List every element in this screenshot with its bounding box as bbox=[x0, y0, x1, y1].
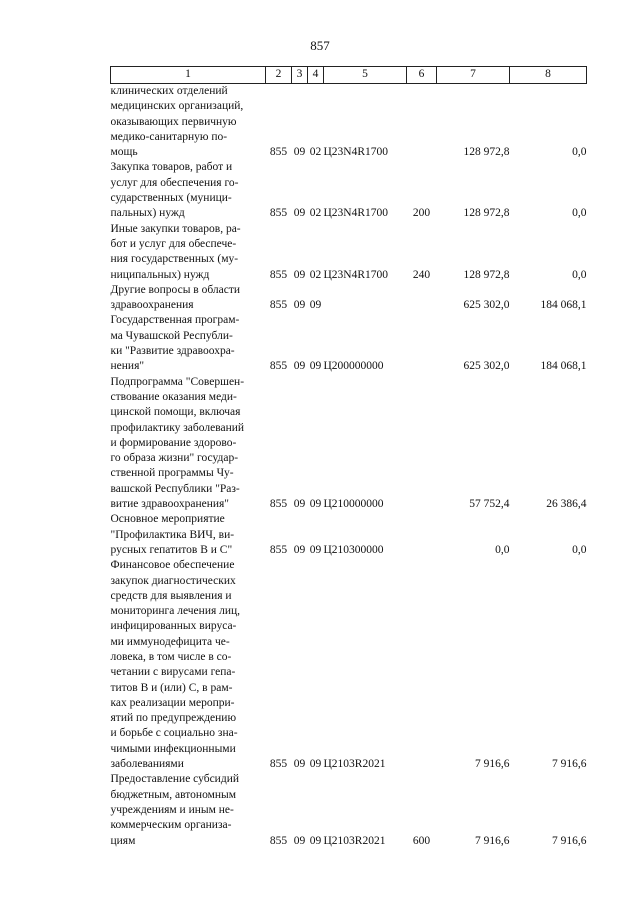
cell-amount-col8: 0,0 bbox=[572, 146, 587, 159]
cell-amount-col8: 0,0 bbox=[572, 207, 587, 220]
cell-amount-col8: 184 068,1 bbox=[540, 360, 587, 373]
row-name-line: цинской помощи, включая bbox=[110, 406, 241, 419]
table-body bbox=[111, 84, 587, 849]
row-name-line: мониторинга лечения лиц, bbox=[110, 605, 241, 618]
cell-amount-col8: 184 068,1 bbox=[540, 299, 587, 312]
row-name-line: услуг для обеспечения го- bbox=[110, 176, 239, 189]
row-name-line: циям bbox=[110, 834, 136, 847]
row-name-line: средств для выявления и bbox=[110, 589, 232, 602]
row-name-line: закупок диагностических bbox=[110, 574, 236, 587]
table-row bbox=[111, 375, 587, 513]
row-name-line: инфицированных вируса- bbox=[110, 620, 237, 633]
table-row bbox=[111, 772, 587, 848]
row-name-line: ствование оказания меди- bbox=[110, 390, 237, 403]
cell-amount-col7: 57 752,4 bbox=[469, 498, 510, 511]
row-name bbox=[111, 512, 266, 558]
cell-ministry-code: 855 bbox=[269, 207, 288, 220]
row-name-line: медико-санитарную по- bbox=[110, 130, 228, 143]
table-row bbox=[111, 313, 587, 374]
row-name-line: Предоставление субсидий bbox=[110, 773, 239, 786]
column-header: 1 bbox=[111, 67, 266, 84]
table-row bbox=[111, 84, 587, 161]
cell-expense-type bbox=[407, 375, 437, 513]
cell-expense-type bbox=[407, 283, 437, 314]
row-name-line: титов В и (или) С, в рам- bbox=[110, 681, 233, 694]
row-name-line: Финансовое обеспечение bbox=[110, 559, 235, 572]
row-name-line: и борьбе с социально зна- bbox=[110, 727, 238, 740]
column-header: 8 bbox=[510, 67, 587, 84]
cell-subsection-code: 09 bbox=[309, 360, 322, 373]
cell-target-article: Ц210300000 bbox=[323, 543, 384, 556]
cell-target-article: Ц23N4R1700 bbox=[323, 146, 389, 159]
row-name bbox=[111, 772, 266, 848]
cell-section-code: 09 bbox=[293, 498, 306, 511]
budget-table bbox=[110, 66, 587, 849]
cell-subsection-code: 09 bbox=[309, 299, 322, 312]
cell-subsection-code: 02 bbox=[309, 146, 322, 159]
cell-ministry-code: 855 bbox=[269, 758, 288, 771]
row-name-line: бюджетным, автономным bbox=[110, 788, 237, 801]
cell-expense-type: 600 bbox=[412, 834, 431, 847]
row-name-line: клинических отделений bbox=[110, 85, 228, 97]
column-header: 6 bbox=[407, 67, 437, 84]
cell-amount-col7: 0,0 bbox=[495, 543, 510, 556]
cell-amount-col7: 128 972,8 bbox=[463, 268, 510, 281]
row-name-line: коммерческим организа- bbox=[110, 819, 232, 832]
cell-subsection-code: 09 bbox=[309, 834, 322, 847]
page-number: 857 bbox=[310, 38, 330, 53]
row-name-line: Иные закупки товаров, ра- bbox=[110, 222, 241, 235]
row-name-line: ственной программы Чу- bbox=[110, 467, 234, 480]
row-name-line: Государственная програм- bbox=[110, 314, 240, 327]
row-name-line: учреждениям и иным не- bbox=[110, 803, 234, 816]
cell-section-code: 09 bbox=[293, 360, 306, 373]
row-name-line: ках реализации меропри- bbox=[110, 696, 235, 709]
table-row bbox=[111, 222, 587, 283]
cell-section-code: 09 bbox=[293, 146, 306, 159]
cell-ministry-code: 855 bbox=[269, 834, 288, 847]
row-name bbox=[111, 375, 266, 513]
row-name-line: Закупка товаров, работ и bbox=[110, 161, 233, 174]
row-name-line: ми иммунодефицита че- bbox=[110, 635, 230, 648]
row-name-line: го образа жизни" государ- bbox=[110, 452, 239, 465]
row-name bbox=[111, 313, 266, 374]
row-name-line: бот и услуг для обеспече- bbox=[110, 237, 237, 250]
cell-subsection-code: 02 bbox=[309, 207, 322, 220]
row-name-line: Другие вопросы в области bbox=[110, 283, 241, 296]
cell-target-article: Ц210000000 bbox=[323, 498, 384, 511]
row-name-line: и формирование здорово- bbox=[110, 436, 237, 449]
cell-section-code: 09 bbox=[293, 543, 306, 556]
row-name bbox=[111, 222, 266, 283]
cell-ministry-code: 855 bbox=[269, 268, 288, 281]
row-name-line: нения" bbox=[110, 360, 145, 373]
row-name-line: ловека, в том числе в со- bbox=[110, 650, 232, 663]
column-header: 5 bbox=[324, 67, 407, 84]
table-header-row bbox=[111, 67, 587, 84]
cell-amount-col7: 128 972,8 bbox=[463, 146, 510, 159]
row-name-line: здравоохранения bbox=[110, 299, 194, 312]
cell-subsection-code: 09 bbox=[309, 543, 322, 556]
cell-amount-col8: 0,0 bbox=[572, 268, 587, 281]
column-header: 2 bbox=[266, 67, 292, 84]
cell-section-code: 09 bbox=[293, 834, 306, 847]
cell-target-article bbox=[324, 283, 407, 314]
cell-amount-col7: 128 972,8 bbox=[463, 207, 510, 220]
row-name-line: оказывающих первичную bbox=[110, 115, 237, 128]
cell-target-article: Ц2103R2021 bbox=[323, 834, 386, 847]
cell-subsection-code: 02 bbox=[309, 268, 322, 281]
cell-section-code: 09 bbox=[293, 299, 306, 312]
row-name-line: ятий по предупреждению bbox=[110, 712, 237, 725]
cell-section-code: 09 bbox=[293, 207, 306, 220]
row-name-line: вашской Республики "Раз- bbox=[110, 482, 240, 495]
row-name-line: сударственных (муници- bbox=[110, 192, 232, 205]
cell-ministry-code: 855 bbox=[269, 146, 288, 159]
row-name-line: пальных) нужд bbox=[110, 207, 185, 220]
column-header: 7 bbox=[437, 67, 510, 84]
cell-expense-type: 200 bbox=[412, 207, 431, 220]
cell-target-article: Ц2103R2021 bbox=[323, 758, 386, 771]
row-name-line: ки "Развитие здравоохра- bbox=[110, 345, 235, 358]
row-name-line: медицинских организаций, bbox=[110, 100, 244, 113]
cell-target-article: Ц23N4R1700 bbox=[323, 268, 389, 281]
cell-subsection-code: 09 bbox=[309, 498, 322, 511]
row-name-line: мощь bbox=[110, 146, 138, 159]
row-name-line: витие здравоохранения" bbox=[110, 498, 230, 511]
cell-expense-type bbox=[407, 84, 437, 161]
row-name-line: русных гепатитов В и С" bbox=[110, 543, 233, 556]
row-name-line: чимыми инфекционными bbox=[110, 742, 236, 755]
cell-subsection-code: 09 bbox=[309, 758, 322, 771]
row-name-line: Основное мероприятие bbox=[110, 513, 225, 526]
row-name bbox=[111, 160, 266, 221]
cell-amount-col8: 26 386,4 bbox=[546, 498, 587, 511]
row-name-line: профилактику заболеваний bbox=[110, 421, 245, 434]
cell-amount-col7: 625 302,0 bbox=[463, 360, 510, 373]
cell-ministry-code: 855 bbox=[269, 543, 288, 556]
cell-amount-col7: 7 916,6 bbox=[475, 758, 510, 771]
cell-amount-col8: 7 916,6 bbox=[552, 834, 587, 847]
cell-amount-col8: 7 916,6 bbox=[552, 758, 587, 771]
cell-expense-type bbox=[407, 512, 437, 558]
table-row bbox=[111, 558, 587, 772]
row-name bbox=[111, 283, 266, 314]
cell-amount-col8: 0,0 bbox=[572, 543, 587, 556]
table-row bbox=[111, 512, 587, 558]
row-name-line: Подпрограмма "Совершен- bbox=[110, 375, 245, 388]
row-name bbox=[111, 84, 266, 161]
row-name-line: ния государственных (му- bbox=[110, 253, 239, 266]
cell-ministry-code: 855 bbox=[269, 498, 288, 511]
cell-ministry-code: 855 bbox=[269, 360, 288, 373]
cell-ministry-code: 855 bbox=[269, 299, 288, 312]
cell-amount-col7: 7 916,6 bbox=[475, 834, 510, 847]
column-header: 4 bbox=[308, 67, 324, 84]
cell-target-article: Ц23N4R1700 bbox=[323, 207, 389, 220]
table-row bbox=[111, 160, 587, 221]
row-name-line: заболеваниями bbox=[110, 758, 184, 771]
table-row bbox=[111, 283, 587, 314]
column-header: 3 bbox=[292, 67, 308, 84]
cell-expense-type bbox=[407, 558, 437, 772]
cell-section-code: 09 bbox=[293, 268, 306, 281]
cell-expense-type bbox=[407, 313, 437, 374]
cell-section-code: 09 bbox=[293, 758, 306, 771]
row-name bbox=[111, 558, 266, 772]
row-name-line: "Профилактика ВИЧ, ви- bbox=[110, 528, 235, 541]
row-name-line: четании с вирусами гепа- bbox=[110, 666, 236, 679]
cell-expense-type: 240 bbox=[412, 268, 431, 281]
cell-amount-col7: 625 302,0 bbox=[463, 299, 510, 312]
row-name-line: ниципальных) нужд bbox=[110, 268, 210, 281]
row-name-line: ма Чувашской Республи- bbox=[110, 329, 233, 342]
cell-target-article: Ц200000000 bbox=[323, 360, 384, 373]
